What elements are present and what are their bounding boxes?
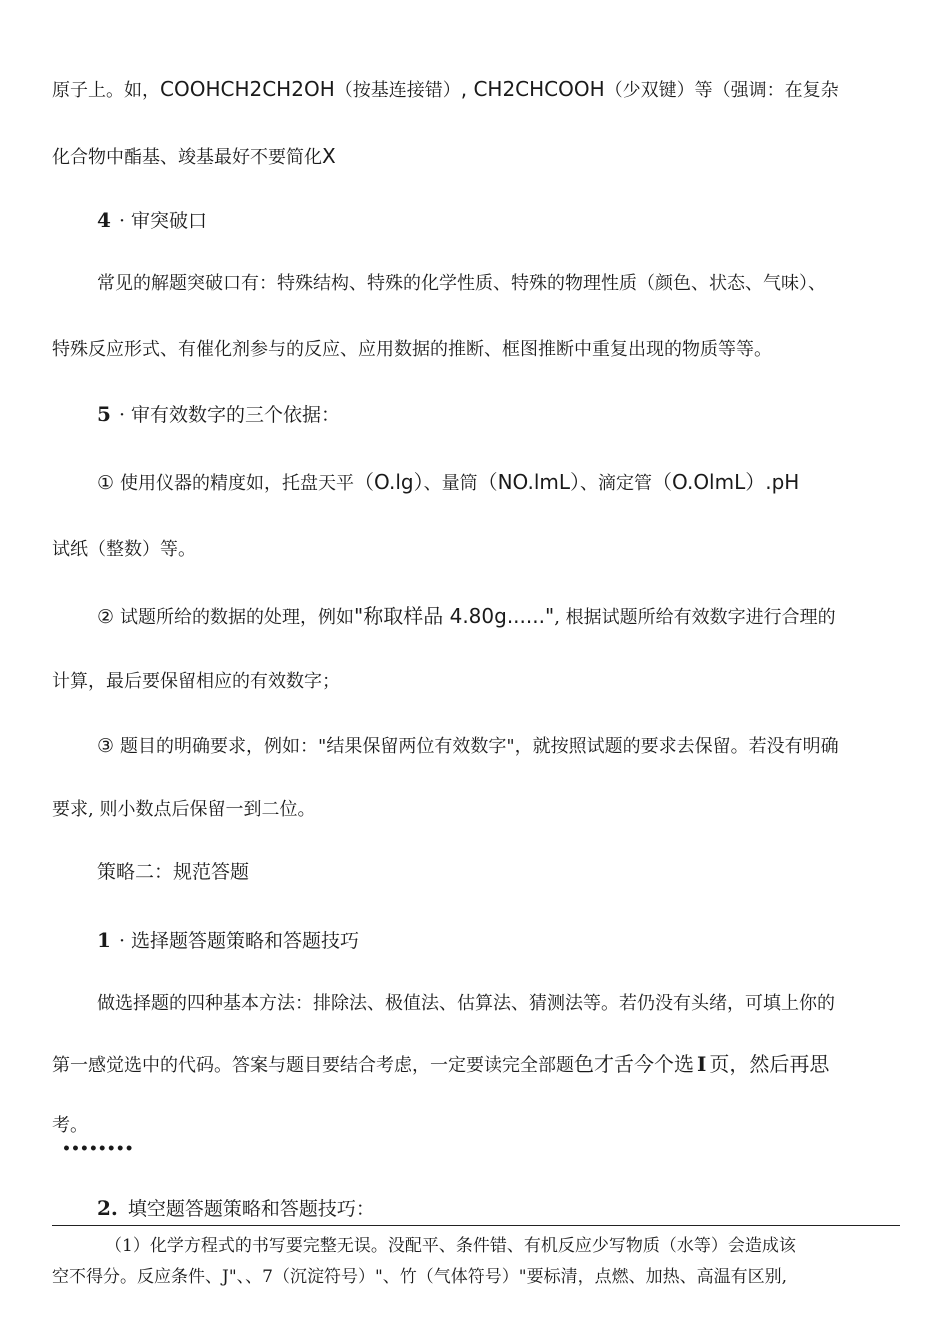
list-marker: ③ (97, 735, 115, 757)
heading-number: 4 (97, 208, 111, 232)
text: 色才舌今个选 (574, 1052, 694, 1076)
list-item-2 (97, 604, 836, 630)
text: （1）化学方程式的书写要完整无误。没配平、条件错、有机反应少写物质（水等）会造成该 (105, 1236, 796, 1256)
divider (52, 1225, 900, 1226)
text: 原子上。如， (52, 80, 160, 101)
heading-number: 2. (97, 1196, 118, 1220)
list-item-3 (97, 734, 839, 759)
heading-2 (97, 1196, 375, 1221)
text: 题目的明确要求，例如："结果保留两位有效数字"，就按照试题的要求去保留。若没有明确 (120, 736, 839, 757)
list-item-1-cont: 试纸（整数）等。 (52, 539, 196, 560)
text: 空不得分。反应条件、J"、、7（沉淀符号）"、竹（气体符号）"要标清，点燃、加热、高温有区别, (52, 1267, 787, 1287)
heading-text: 审有效数字的三个依据： (131, 404, 341, 426)
text: （少双键）等（强调：在复杂 (604, 80, 839, 101)
paragraph-line-1 (52, 77, 839, 103)
paragraph-line: 做选择题的四种基本方法：排除法、极值法、估算法、猜测法等。若仍没有头绪，可填上你的 (97, 993, 835, 1014)
text: "称取样品 4.80g......" (354, 604, 555, 628)
list-marker: ① (97, 472, 115, 494)
text: , 根据试题所给有效数字进行合理的 (554, 607, 836, 628)
list-item-1 (97, 470, 799, 496)
text: （O.OlmL）.pH (652, 470, 800, 494)
heading-5 (97, 402, 340, 427)
paragraph-line: 考。 (52, 1115, 88, 1136)
formula-2: , CH2CHCOOH (460, 77, 605, 101)
text: 页，然后再思 (709, 1052, 830, 1076)
text: （O.lg） (354, 470, 424, 494)
list-marker: ② (97, 606, 115, 628)
paragraph-line: 常见的解题突破口有：特殊结构、特殊的化学性质、特殊的物理性质（颜色、状态、气味）、 (97, 273, 826, 294)
text: 使用仪器的精度如，托盘天平 (120, 473, 355, 494)
section-title: 策略二：规范答题 (97, 861, 250, 883)
heading-number: 1 (97, 928, 111, 952)
text: 、量筒 (423, 473, 478, 494)
list-item-3-cont: 要求, 则小数点后保留一到二位。 (52, 799, 316, 820)
text: 化合物中酯基、竣基最好不要简化 (52, 147, 322, 168)
text: I (697, 1052, 707, 1076)
paragraph-line: 特殊反应形式、有催化剂参与的反应、应用数据的推断、框图推断中重复出现的物质等等。 (52, 339, 772, 360)
text: （NO.lmL） (477, 470, 581, 494)
heading-text: 选择题答题策略和答题技巧 (131, 930, 360, 952)
text: X (322, 144, 336, 168)
footnote-line-2 (52, 1266, 787, 1288)
list-item-2-cont: 计算，最后要保留相应的有效数字； (52, 671, 340, 692)
text: （按基连接错） (334, 80, 461, 101)
heading-text: 填空题答题策略和答题技巧： (127, 1198, 375, 1220)
paragraph-line (52, 1052, 829, 1078)
dot-leader: •••••••• (62, 1141, 134, 1157)
text: 第一感觉选中的代码。答案与题目要结合考虑，一定要读完全部题 (52, 1055, 574, 1076)
paragraph-line-2 (52, 144, 336, 170)
formula-1: COOHCH2CH2OH (160, 77, 335, 101)
separator: · (112, 210, 132, 232)
text: 、滴定管 (580, 473, 653, 494)
text: 试题所给的数据的处理，例如 (120, 607, 355, 628)
separator: · (112, 930, 132, 952)
heading-text: 审突破口 (131, 210, 208, 232)
heading-1 (97, 928, 359, 953)
heading-4 (97, 208, 207, 233)
separator: · (112, 404, 132, 426)
footnote-line-1 (105, 1235, 796, 1257)
heading-number: 5 (97, 402, 111, 426)
